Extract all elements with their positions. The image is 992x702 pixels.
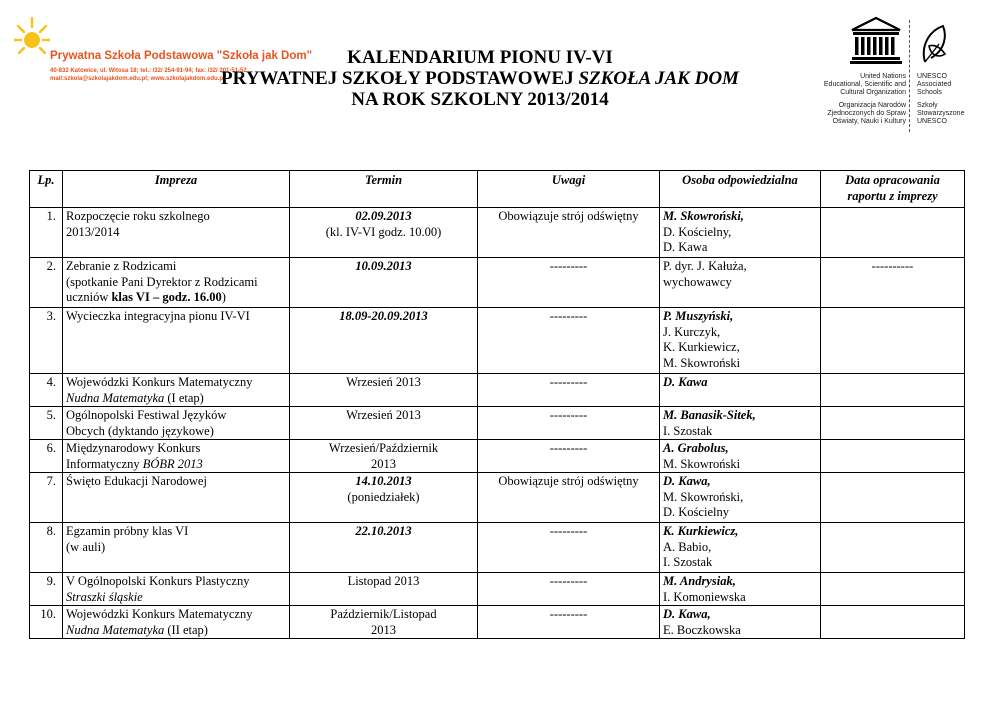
row-person: M. Banasik-Sitek, I. Szostak <box>660 407 821 440</box>
row-lp: 4. <box>30 374 63 407</box>
row-event: Zebranie z Rodzicami (spotkanie Pani Dyrektor z Rodzicami uczniów klas VI – godz. 16.00) <box>63 258 290 308</box>
table-row <box>30 440 965 473</box>
header-report: Data opracowania raportu z imprezy <box>821 171 965 208</box>
table-row <box>30 374 965 407</box>
row-term: 18.09-20.09.2013 <box>290 308 478 374</box>
header-term: Termin <box>290 171 478 208</box>
row-report <box>821 374 965 407</box>
row-person: P. dyr. J. Kałuża, wychowawcy <box>660 258 821 308</box>
row-notes: --------- <box>478 440 660 473</box>
table-row <box>30 523 965 573</box>
unesco-text-left: United Nations Educational, Scientific and Cultural Organization Organizacja Narodów Zjednoczonych do Spraw Oświaty, Nauki i Kultury <box>823 73 906 125</box>
row-notes: --------- <box>478 308 660 374</box>
row-person: D. Kawa <box>660 374 821 407</box>
row-lp: 7. <box>30 473 63 523</box>
unesco-temple-icon <box>848 16 904 64</box>
row-report: ---------- <box>821 258 965 308</box>
row-term: Wrzesień/Październik 2013 <box>290 440 478 473</box>
row-term: 02.09.2013 (kl. IV-VI godz. 10.00) <box>290 208 478 258</box>
row-lp: 5. <box>30 407 63 440</box>
row-term: Wrzesień 2013 <box>290 407 478 440</box>
row-person: M. Skowroński, D. Kościelny, D. Kawa <box>660 208 821 258</box>
row-event: Ogólnopolski Festiwal Języków Obcych (dyktando językowe) <box>63 407 290 440</box>
row-person: D. Kawa, M. Skowroński, D. Kościelny <box>660 473 821 523</box>
row-term: Październik/Listopad 2013 <box>290 606 478 639</box>
row-report <box>821 308 965 374</box>
table-row <box>30 606 965 639</box>
row-notes: Obowiązuje strój odświętny <box>478 208 660 258</box>
row-report <box>821 208 965 258</box>
header-lp: Lp. <box>30 171 63 208</box>
row-lp: 6. <box>30 440 63 473</box>
row-person: A. Grabolus, M. Skowroński <box>660 440 821 473</box>
row-notes: --------- <box>478 407 660 440</box>
row-event: Międzynarodowy Konkurs Informatyczny BÓBR 2013 <box>63 440 290 473</box>
row-lp: 9. <box>30 573 63 606</box>
row-report <box>821 523 965 573</box>
table-row <box>30 258 965 308</box>
unesco-logo <box>812 16 982 131</box>
row-event: Rozpoczęcie roku szkolnego 2013/2014 <box>63 208 290 258</box>
associated-schools-icon <box>917 22 957 68</box>
row-term: 10.09.2013 <box>290 258 478 308</box>
calendar-table <box>29 170 965 639</box>
sun-logo-icon <box>14 14 50 58</box>
title-line-2-italic: SZKOŁA JAK DOM <box>578 68 739 89</box>
row-report <box>821 407 965 440</box>
school-address: 40-832 Katowice, ul. Witosa 18; tel.: /32/ 254-91-94; fax: /32/ 201-51-52 <box>50 68 247 74</box>
row-lp: 3. <box>30 308 63 374</box>
table-row <box>30 308 965 374</box>
table-header-row <box>30 171 965 208</box>
row-term: 14.10.2013 (poniedziałek) <box>290 473 478 523</box>
row-person: D. Kawa, E. Boczkowska <box>660 606 821 639</box>
row-event: Święto Edukacji Narodowej <box>63 473 290 523</box>
row-event: Wojewódzki Konkurs Matematyczny Nudna Matematyka (I etap) <box>63 374 290 407</box>
row-person: K. Kurkiewicz, A. Babio, I. Szostak <box>660 523 821 573</box>
row-notes: --------- <box>478 374 660 407</box>
row-term: 22.10.2013 <box>290 523 478 573</box>
row-notes: --------- <box>478 523 660 573</box>
title-line-2 <box>160 68 800 89</box>
row-event: Egzamin próbny klas VI (w auli) <box>63 523 290 573</box>
row-lp: 8. <box>30 523 63 573</box>
table-row <box>30 573 965 606</box>
row-event: Wojewódzki Konkurs Matematyczny Nudna Matematyka (II etap) <box>63 606 290 639</box>
row-report <box>821 606 965 639</box>
header-person: Osoba odpowiedzialna <box>660 171 821 208</box>
row-report <box>821 440 965 473</box>
row-lp: 1. <box>30 208 63 258</box>
unesco-divider <box>909 20 910 132</box>
page-title <box>160 47 800 110</box>
school-name: Prywatna Szkoła Podstawowa "Szkoła jak Dom" <box>50 50 313 62</box>
title-line-3: NA ROK SZKOLNY 2013/2014 <box>351 89 609 110</box>
header-notes: Uwagi <box>478 171 660 208</box>
school-contact: mail:szkola@szkolajakdom.edu.pl; www.szkolajakdom.edu.pl <box>50 76 225 82</box>
row-term: Listopad 2013 <box>290 573 478 606</box>
row-person: M. Andrysiak, I. Komoniewska <box>660 573 821 606</box>
title-line-1: KALENDARIUM PIONU IV-VI <box>347 47 613 68</box>
row-lp: 2. <box>30 258 63 308</box>
row-event: Wycieczka integracyjna pionu IV-VI <box>63 308 290 374</box>
row-event: V Ogólnopolski Konkurs Plastyczny Straszki śląskie <box>63 573 290 606</box>
row-notes: --------- <box>478 606 660 639</box>
row-term: Wrzesień 2013 <box>290 374 478 407</box>
row-notes: --------- <box>478 573 660 606</box>
row-person: P. Muszyński, J. Kurczyk, K. Kurkiewicz, M. Skowroński <box>660 308 821 374</box>
table-row <box>30 473 965 523</box>
unesco-text-right: UNESCO Associated Schools Szkoły Stowarzyszone UNESCO <box>917 73 965 125</box>
row-notes: Obowiązuje strój odświętny <box>478 473 660 523</box>
row-report <box>821 573 965 606</box>
header-event: Impreza <box>63 171 290 208</box>
title-line-2-plain: PRYWATNEJ SZKOŁY PODSTAWOWEJ <box>221 68 574 89</box>
table-row <box>30 208 965 258</box>
row-report <box>821 473 965 523</box>
table-row <box>30 407 965 440</box>
row-notes: --------- <box>478 258 660 308</box>
row-lp: 10. <box>30 606 63 639</box>
